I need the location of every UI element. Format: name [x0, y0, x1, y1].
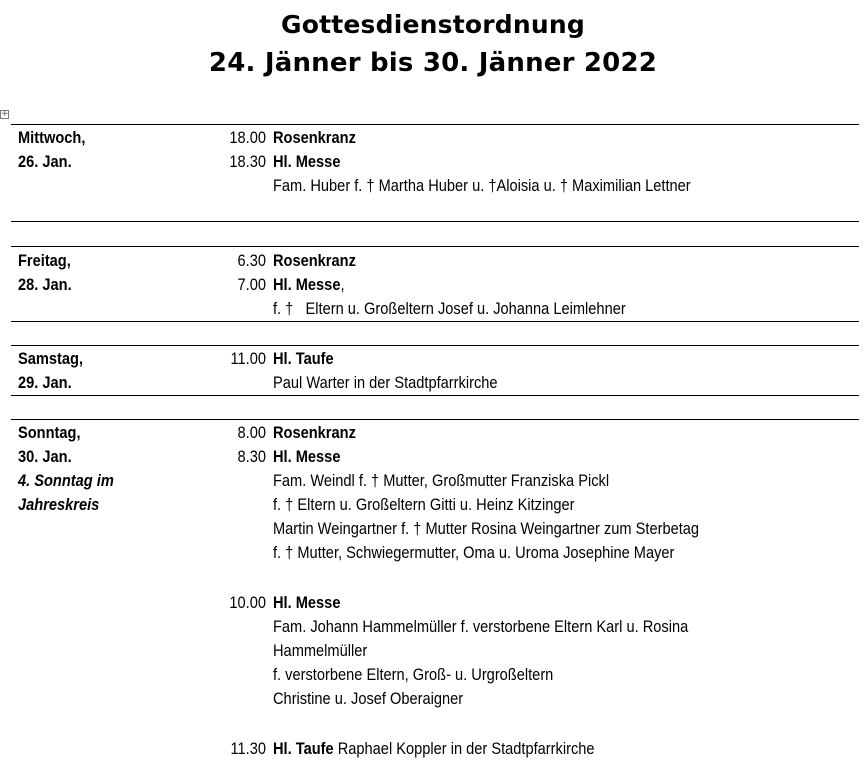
intention-line: Martin Weingartner f. † Mutter Rosina Weingartner zum Sterbetag — [273, 519, 700, 538]
service-title: Hl. Messe — [273, 447, 341, 466]
table-rule — [11, 246, 859, 247]
intention-line: f. † Eltern u. Großeltern Josef u. Johanna Leimlehner — [273, 299, 626, 318]
entry-date: 30. Jan. — [18, 447, 72, 466]
entry-date: 28. Jan. — [18, 275, 72, 294]
service-title-line — [273, 273, 345, 297]
intention-line: Fam. Johann Hammelmüller f. verstorbene Eltern Karl u. Rosina — [273, 617, 689, 636]
service-time: 18.30 — [229, 152, 266, 171]
entry-note: 4. Sonntag im — [18, 471, 114, 490]
service-time: 8.30 — [237, 447, 266, 466]
entry-day: Mittwoch, — [18, 128, 86, 147]
intention-line: f. † Eltern u. Großeltern Gitti u. Heinz Kitzinger — [273, 495, 575, 514]
service-title: Rosenkranz — [273, 251, 356, 270]
service-time: 10.00 — [229, 593, 266, 612]
entry-day: Sonntag, — [18, 423, 81, 442]
intention-line: f. verstorbene Eltern, Groß- u. Urgroßeltern — [273, 665, 554, 684]
service-title: Hl. Messe — [273, 593, 341, 612]
intention-line: f. † Mutter, Schwiegermutter, Oma u. Uroma Josephine Mayer — [273, 543, 675, 562]
intention-line: Hammelmüller — [273, 641, 368, 660]
service-title: Hl. Taufe — [273, 349, 334, 368]
entry-note: Jahreskreis — [18, 495, 100, 514]
table-rule — [11, 221, 859, 222]
service-time: 8.00 — [237, 423, 266, 442]
service-title-suffix: , — [340, 275, 345, 294]
service-time: 11.00 — [230, 349, 266, 368]
service-time: 6.30 — [237, 251, 266, 270]
service-title: Hl. Messe — [273, 275, 341, 294]
entry-date: 26. Jan. — [18, 152, 72, 171]
table-rule — [11, 395, 859, 396]
entry-day: Samstag, — [18, 349, 84, 368]
service-title-line — [273, 737, 595, 761]
table-rule — [11, 321, 859, 322]
service-title: Rosenkranz — [273, 128, 356, 147]
intention-line: Christine u. Josef Oberaigner — [273, 689, 464, 708]
table-rule — [11, 124, 859, 125]
service-title: Rosenkranz — [273, 423, 356, 442]
intention-line: Paul Warter in der Stadtpfarrkirche — [273, 373, 498, 392]
service-title: Hl. Taufe — [273, 739, 334, 758]
service-time: 18.00 — [229, 128, 266, 147]
service-time: 11.30 — [230, 739, 266, 758]
table-rule — [11, 419, 859, 420]
intention-line: Fam. Weindl f. † Mutter, Großmutter Franziska Pickl — [273, 471, 610, 490]
table-rule — [11, 345, 859, 346]
document-date-range: 24. Jänner bis 30. Jänner 2022 — [208, 48, 658, 78]
document-title: Gottesdienstordnung — [281, 10, 585, 39]
service-time: 7.00 — [237, 275, 266, 294]
intention-line: Fam. Huber f. † Martha Huber u. †Aloisia u. † Maximilian Lettner — [273, 176, 691, 195]
service-title: Hl. Messe — [273, 152, 341, 171]
table-move-handle-icon[interactable]: + — [1, 109, 9, 119]
entry-date: 29. Jan. — [18, 373, 72, 392]
service-inline-text: Raphael Koppler in der Stadtpfarrkirche — [337, 739, 595, 758]
entry-day: Freitag, — [18, 251, 71, 270]
